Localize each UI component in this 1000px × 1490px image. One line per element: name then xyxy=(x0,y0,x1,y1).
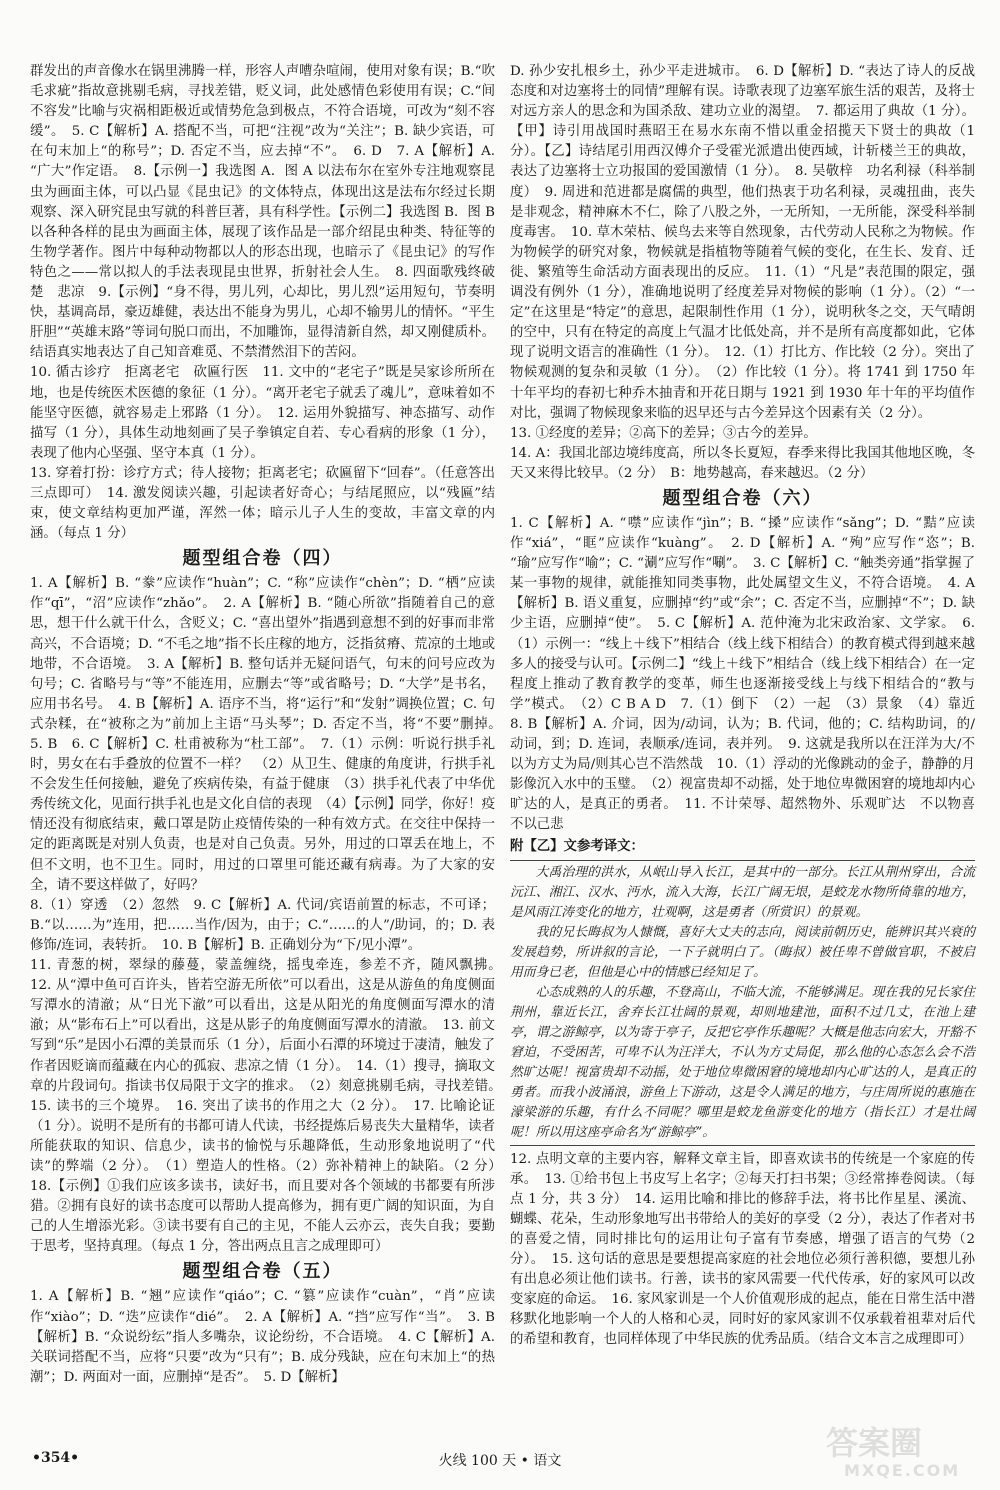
section-title-5: 题型组合卷（五） xyxy=(182,1261,343,1283)
answer-block: 1. C【解析】A. “噤”应读作“jìn”；B. “搡”应读作“sǎng”；D. “黠”应读作“xiá”，“眶”应读作“kuàng”。 2. D【解析】A. “殉”应写作“恣”；B. “瑜”应写作“喻”；C. “涮”应写作“唰”。 3. C【解析】C. “触类旁通”指掌握了某一事物的规律，就能推知同类事物，此处属望文生义，不符合语境。 4. A【解析】B. 语义重复，应删掉“约”或“余”；C. 否定不当，应删掉“不”；D. 缺少主语，应删掉“使”。 5. C【解析】A. 范仲淹为北宋政治家、文学家。 6.（1）示例一：“线上＋线下”相结合（线上线下相结合）的教育模式得到越来越多人的接受与认可。【示例二】“线上＋线下”相结合（线上线下相结合）在一定程度上推动了教育教学的变革，师生也逐渐接受线上与线下相结合的“教与学”模式。 （2）C B A D 7.（1）倒下 （2）一起 （3）景象 （4）靠近 8. B【解析】A. 介词，因为/动词，认为；B. 代词，他的；C. 结构助词，的/动词，到；D. 连词，表顺承/连词，表并列。 9. 这就是我所以在汪洋为大/不以为方丈为局/则其心岂不浩然哉 10.（1）浮动的光像跳动的金子，静静的月影像沉入水中的玉璧。 （2）视富贵却不动摇，处于地位卑微困窘的境地却内心旷达的人，是真正的勇者。 11. 不计荣辱、超然物外、乐观旷达 不以物喜 不以己悲 xyxy=(510,515,989,833)
translation-paragraph: 心态成熟的人的乐趣，不登高山，不临大流，不能够满足。现在我的兄长家住荆州，靠近长江，舍弃长江壮阔的景观，却则地建池，面积不过几丈，在池上建亭，谓之游鲸亭，以为寄于亭子，反把它亭作乐趣呢？大概是他志向宏大，开豁不窘迫，不受困苦，可卑不认为汪洋大，不认为方丈局促，那么他的心态怎么会不浩然旷达呢！视富贵却不动摇，处于地位卑微困窘的境地却内心旷达的人，是真正的勇者。而我小波涌浪，游鱼上下游动，这是令人满足的地方，与庄周所说的惠施在濠梁游的乐趣，有什么不同呢？哪里是蛟龙鱼游变化的地方（指长江）才是壮阔呢！所以用这座亭命名为“游鲸亭”。 xyxy=(510,984,975,1140)
answer-block: 1. A【解析】B. “翘”应读作“qiáo”；C. “篡”应读作“cuàn”，“肖”应读作“xiào”；D. “迭”应读作“dié”。 2. A【解析】A. “挡”应写作“当”。 3. B【解析】B. “众说纷纭”指人多嘴杂，议论纷纷，不合语境。 4. C【解析】A. 关联词搭配不当，应将“只要”改为“只有”；B. 成分残缺，应在句末加上“的热潮”；D. 两面对一面，应删掉“是否”。 5. D【解析】 xyxy=(30,1289,495,1385)
watermark-logo xyxy=(818,1418,988,1482)
running-title: 火线 100 天 • 语文 xyxy=(438,1453,562,1469)
answer-block: 14. A：我国北部边境纬度高，所以冬长夏短，春季来得比我国其他地区晚，冬天又来得比较早。（2 分） B：地势越高，春来越迟。（2 分） xyxy=(510,445,975,481)
answer-block: 12. 点明文章的主要内容，解释文章主旨，即喜欢读书的传统是一个家庭的传承。 13. ①给书包上书皮写上名字；②每天打扫书架；③经常捧卷阅读。（每点 1 分，共 3 分） 14. 运用比喻和排比的修辞手法，将书比作星星、溪流、蝴蝶、花朵，生动形象地写出书带给人的美好的享受（2 分），表达了作者对书的喜爱之情，同时排比句的运用让句子富有节奏感，增强了语言的气势（2 分）。 15. 这句话的意思是要想提高家庭的社会地位必须行善积德，要想儿孙有出息必须让他们读书。行善，读书的家风需要一代代传承，好的家风可以改变家庭的命运。 16. 家风家训是一个人价值观形成的起点，能在日常生活中潜移默化地影响一个人的人格和心灵，同时好的家风家训不仅承载着祖辈对后代的希望和教育，也同样体现了中华民族的优秀品质。（结合文本言之成理即可） xyxy=(510,1151,975,1348)
translation-paragraph: 我的兄长晦叔为人慷慨，喜好大丈夫的志向，阅读前朝历史，能辨识其兴衰的发展趋势，所讲叙的言论，一下子就明白了。（晦叔）被任卑不曾做官职，不被启用而身已老，但他是心中的情感已经知足了。 xyxy=(510,924,975,980)
watermark-url: MXQE.COM xyxy=(844,1461,961,1480)
answer-block: D. 孙少安扎根乡土，孙少平走进城市。 6. D【解析】D. “表达了诗人的反战态度和对边塞将士的同情”理解有误。诗歌表现了边塞军旅生活的艰苦，及将士对远方亲人的思念和为国杀敌、建功立业的渴望。 7. 都运用了典故（1 分）。【甲】诗引用战国时燕昭王在易水东南不惜以重金招揽天下贤士的典故（1 分）。【乙】诗结尾引用西汉傅介子受霍光派遣出使西域，计斩楼兰王的典故，表达了边塞将士立功报国的爱国激情（1 分）。 8. 吴敬梓 功名利禄（科举制度） 9. 周进和范进都是腐儒的典型，他们热衷于功名利禄，灵魂扭曲，丧失是非观念，精神麻木不仁，除了八股之外，一无所知，一无所能，深受科举制度毒害。 10. 草木荣枯、候鸟去来等自然现象，古代劳动人民称之为物候。作为物候学的研究对象，物候就是指植物等随着气候的变化，在生长、发育、迁徙、繁殖等生命活动方面表现出的反应。 11.（1）“凡是”表范围的限定，强调没有例外（1 分），准确地说明了经度差异对物候的影响（1 分）。（2）“一定”在这里是“特定”的意思，起限制性作用（1 分），说明秋冬之交，天气晴朗的空中，只有在特定的高度上气温才比低处高，并不是所有高度都如此，它体现了说明文语言的准确性（1 分）。 12.（1）打比方、作比较（2 分）。突出了物候观测的复杂和灵敏（1 分）。 （2）作比较（1 分）。将 1741 到 1750 年十年平均的春初七种乔木抽青和开花日期与 1921 到 1930 年十年的平均值作对比，强调了物候现象来临的迟早还与古今差异这个因素有关（2 分）。 xyxy=(510,64,975,421)
answer-block: 8.（1）穿透 （2）忽然 9. C【解析】A. 代词/宾语前置的标志，不可译；B.“以……为”连用，把……当作/因为，由于；C.“……的人”/助词，的；D. 表修饰/连词，表转折。 10. B【解析】B. 正确划分为“下/见小潭”。 xyxy=(30,897,495,953)
answer-block: 11. 青葱的树，翠绿的藤蔓，蒙盖缠绕，摇曳牵连，参差不齐，随风飘拂。 12. 从“潭中鱼可百许头，皆若空游无所依”可以看出，这是从游鱼的角度侧面写潭水的清澈；从“日光下澈”可以看出，这是从阳光的角度侧面写潭水的清澈；从“影布石上”可以看出，这是从影子的角度侧面写潭水的清澈。 13. 前文写到“乐”是因小石潭的美景而乐（1 分），后面小石潭的环境过于凄清，触发了作者因贬谪而蕴藏在内心的孤寂、悲凉之情（1 分）。 14.（1）搜寻，摘取文章的片段词句。指读书仅局限于文字的推求。 （2）刻意挑剔毛病，寻找差错。 15. 读书的三个境界。 16. 突出了读书的作用之大（2 分）。 17. 比喻论证（1 分）。说明不是所有的书都可请人代读，书经提炼后易丧失大量精华，读者所能获取的知识、信息少，读书的愉悦与乐趣降低，生动形象地说明了“代读”的弊端（2 分）。 （1）塑造人的性格。（2）弥补精神上的缺陷。（2 分） 18.【示例】①我们应该多读书，读好书，而且要对各个领域的书都要有所涉猎。②拥有良好的读书态度可以帮助人提高修为，拥有更广阔的知识面，为自己的人生增添光彩。③读书要有自己的主见，不能人云亦云，丧失自我；要勤于思考，坚持真理。（每点 1 分，答出两点且言之成理即可） xyxy=(30,958,509,1255)
answer-block: 13. 穿着打扮：诊疗方式；待人接物；拒离老宅；砍匾留下“回春”。（任意答出三点即可） 14. 激发阅读兴趣，引起读者好奇心；与结尾照应，以“残匾”结束，使文章结构更加严谨，浑然一体；暗示儿子人生的变故，丰富文章的内涵。（每点 1 分） xyxy=(30,465,495,542)
right-column xyxy=(510,62,989,1351)
reference-translation xyxy=(510,860,975,1146)
watermark-text: 答案圈 xyxy=(826,1424,923,1462)
page-number: •354• xyxy=(32,1450,80,1466)
section-title-4: 题型组合卷（四） xyxy=(182,548,343,570)
translation-heading: 附【乙】文参考译文： xyxy=(510,839,644,855)
translation-paragraph: 大禹治理的洪水，从岷山导入长江，是其中的一部分。长江从荆州穿出，合流沅江、湘江、汉水、沔水，流入大海，长江广阔无垠，是蛟龙水物所倚靠的地方，是风雨江涛变化的地方，壮观啊，这是勇者（所赏识）的景观。 xyxy=(510,864,975,920)
answer-block: 13. ①经度的差异；②高下的差异；③古今的差异。 xyxy=(510,425,817,441)
left-column xyxy=(30,62,509,1388)
answer-block: 1. A【解析】B. “豢”应读作“huàn”；C. “称”应读作“chèn”；D. “栖”应读作“qī”，“沼”应读作“zhǎo”。 2. A【解析】B. “随心所欲”指随着自己的意思，想干什么就干什么，含贬义；C. “喜出望外”指遇到意想不到的好事而非常高兴，不合语境；D. “不毛之地”指不长庄稼的地方，泛指贫瘠、荒凉的土地或地带，不合语境。 3. A【解析】B. 整句话并无疑问语气，句末的问号应改为句号；C. 省略号与“等”不能连用，应删去“等”或省略号；D. “大学”是书名，应用书名号。 4. B【解析】A. 语序不当，将“运行”和“发射”调换位置；C. 句式杂糅，在“被称之为”前加上主语“马头琴”；D. 否定不当，将“不要”删掉。 5. B 6. C【解析】C. 杜甫被称为“杜工部”。 7.（1）示例：听说行拱手礼时，男女在右手叠放的位置不一样？ （2）从卫生、健康的角度讲，行拱手礼不会发生任何接触，避免了疾病传染，有益于健康 （3）拱手礼代表了中华优秀传统文化，见面行拱手礼也是文化自信的表现 （4）【示例】同学，你好！疫情还没有彻底结束，戴口罩是防止疫情传染的一种有效方式。在交往中保持一定的距离既是对别人负责，也是对自己负责。另外，用过的口罩丢在地上，不但不文明，也不卫生。同时，用过的口罩里可能还藏有病毒。为了大家的安全，请不要这样做了，好吗？ xyxy=(30,576,509,893)
answer-block: 群发出的声音像水在锅里沸腾一样，形容人声嘈杂喧闹，使用对象有误；B.“吹毛求疵”指故意挑剔毛病，寻找差错，贬义词，此处感情色彩使用有误；C.“间不容发”比喻与灾祸相距极近或情势危急到极点，不符合语境，可改为“刻不容缓”。 5. C【解析】A. 搭配不当，可把“注视”改为“关注”；B. 缺少宾语，可在句末加上“的称号”；D. 否定不当，应去掉“不”。 6. D 7. A【解析】A. “广大”作定语。 8.【示例一】我选图 A．图 A 以法布尔在室外专注地观察昆虫为画面主体，可以凸显《昆虫记》的文体特点，体现出这是法布尔经过长期观察、深入研究昆虫写就的科普巨著，具有科学性。【示例二】我选图 B．图 B 以各种各样的昆虫为画面主体，展现了该作品是一部介绍昆虫种类、特征等的生物学著作。图片中每种动物都以人的形态出现，也暗示了《昆虫记》的写作特色之——常以拟人的手法表现昆虫世界，折射社会人生。 8. 四面歌残终破楚 悲凉 9.【示例】“身不得，男儿列，心却比，男儿烈”运用短句，节奏明快，基调高昂，豪迈雄健，表达出不能身为男儿，心却不输男儿的情怀。“平生肝胆”“英雄末路”等词句脱口而出，不加雕饰，显得清新自然，却又刚健质朴。结语真实地表达了自己知音难觅、不禁潸然泪下的苦闷。 xyxy=(30,64,495,361)
answer-block: 10. 循古诊疗 拒离老宅 砍匾行医 11. 文中的“老宅子”既是吴家诊所所在地，也是传统医术医德的象征（1 分）。“离开老宅子就丢了魂儿”，意味着如不能坚守医德，就容易走上邪路（1 分）。 12. 运用外貌描写、神态描写、动作描写（1 分），具体生动地刻画了吴子拳镇定自若、专心看病的形象（1 分），表现了他内心坚强、坚守本真（1 分）。 xyxy=(30,365,495,461)
section-title-6: 题型组合卷（六） xyxy=(662,487,823,509)
